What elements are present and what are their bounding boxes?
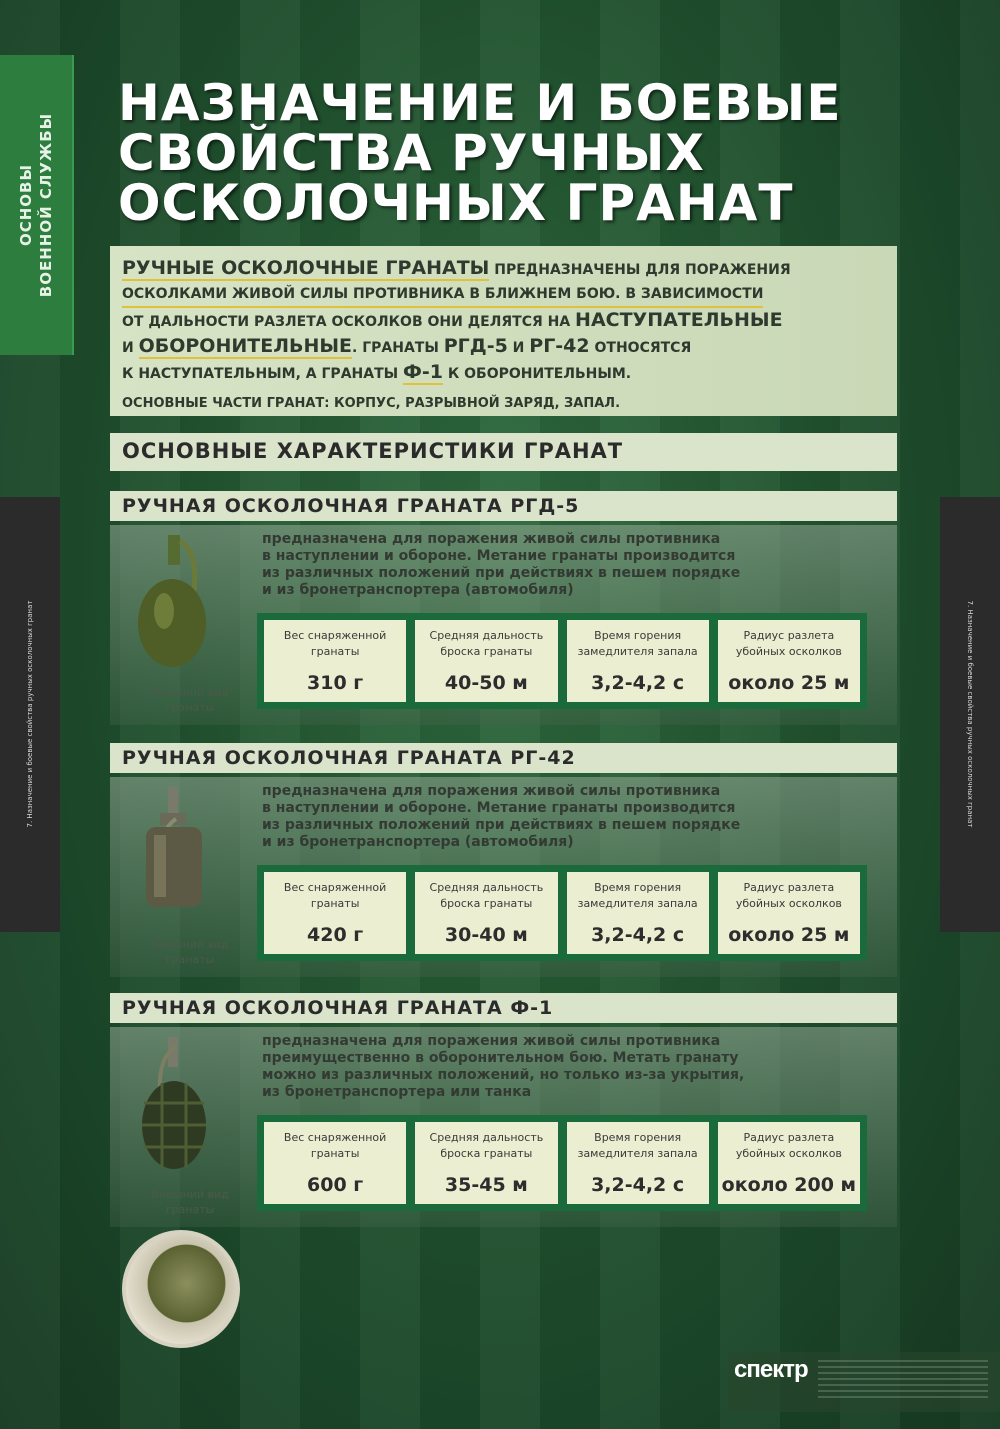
intro-line-1 <box>122 256 885 282</box>
spec-radius <box>716 1120 862 1206</box>
spec-label: Средняя дальность <box>429 1131 544 1144</box>
intro-text-5b: К ОБОРОНИТЕЛЬНЫМ. <box>442 366 632 382</box>
spec-value: 600 г <box>307 1174 364 1196</box>
intro-text-1: ПРЕДНАЗНАЧЕНЫ ДЛЯ ПОРАЖЕНИЯ <box>489 262 791 278</box>
spec-label: Время горения <box>594 881 682 894</box>
subject-line-2: ВОЕННОЙ СЛУЖБЫ <box>37 112 55 298</box>
spec-radius <box>716 870 862 956</box>
section-body <box>110 777 897 977</box>
section-rg42 <box>110 743 897 977</box>
spec-label: броска гранаты <box>440 897 533 910</box>
spec-label: Время горения <box>594 1131 682 1144</box>
desc-line: предназначена для поражения живой силы противника <box>262 531 721 547</box>
caption-line-1: Внешний вид <box>151 686 229 699</box>
caption-line-2: гранаты <box>165 1203 215 1216</box>
intro-text-5a: К НАСТУПАТЕЛЬНЫМ, А ГРАНАТЫ <box>122 366 404 382</box>
spec-radius <box>716 618 862 704</box>
intro-panel <box>110 246 897 416</box>
intro-line-4 <box>122 334 885 360</box>
section-body <box>110 525 897 725</box>
intro-grenade-f1: Ф-1 <box>403 361 443 383</box>
subject-line-1: ОСНОВЫ <box>17 163 35 247</box>
intro-text-4d: ОТНОСЯТСЯ <box>589 340 692 356</box>
grenade-closeup-photo <box>122 1230 240 1348</box>
intro-line-3 <box>122 308 885 334</box>
spec-label: Средняя дальность <box>429 881 544 894</box>
intro-line-5 <box>122 360 885 386</box>
spec-label: замедлителя запала <box>577 1147 698 1160</box>
spec-value: 35-45 м <box>444 1174 528 1196</box>
spec-label: Радиус разлета <box>743 881 835 894</box>
section-body <box>110 1027 897 1227</box>
spec-label: убойных осколков <box>735 645 842 658</box>
intro-text-4c: И <box>507 340 530 356</box>
spec-label: гранаты <box>310 645 360 658</box>
spec-range <box>413 618 559 704</box>
intro-grenade-rgd5: РГД-5 <box>443 335 508 357</box>
left-side-text: 7. Назначение и боевые свойства ручных осколочных гранат <box>26 600 34 828</box>
spec-cards <box>257 1115 867 1211</box>
title-line-3: ОСКОЛОЧНЫХ ГРАНАТ <box>118 174 794 232</box>
spec-fuse <box>565 1120 711 1206</box>
section-rgd5 <box>110 491 897 725</box>
grenade-description <box>262 783 862 851</box>
section-heading: РУЧНАЯ ОСКОЛОЧНАЯ ГРАНАТА РГД-5 <box>110 491 897 521</box>
desc-line: в наступлении и обороне. Метание гранаты производится <box>262 548 736 564</box>
desc-line: можно из различных положений, но только из-за укрытия, <box>262 1067 745 1083</box>
intro-parts: ОСНОВНЫЕ ЧАСТИ ГРАНАТ: КОРПУС, РАЗРЫВНОЙ ЗАРЯД, ЗАПАЛ. <box>122 396 621 411</box>
characteristics-heading: ОСНОВНЫЕ ХАРАКТЕРИСТИКИ ГРАНАТ <box>110 433 897 471</box>
desc-line: из бронетранспортера или танка <box>262 1084 532 1100</box>
spec-cards <box>257 613 867 709</box>
intro-text-4a: И <box>122 340 139 356</box>
spec-label: убойных осколков <box>735 897 842 910</box>
desc-line: преимущественно в оборонительном бою. Метать гранату <box>262 1050 739 1066</box>
subject-tab-text <box>16 60 56 350</box>
spec-label: Радиус разлета <box>743 1131 835 1144</box>
subject-tab <box>0 55 74 355</box>
grenade-description <box>262 1033 862 1101</box>
spec-weight <box>262 618 408 704</box>
spec-label: Вес снаряженной <box>283 629 387 642</box>
spec-label: броска гранаты <box>440 1147 533 1160</box>
intro-defensive: ОБОРОНИТЕЛЬНЫЕ <box>138 335 353 357</box>
left-side-strip <box>0 497 60 932</box>
desc-line: из различных положений при действиях в пешем порядке <box>262 565 741 581</box>
spec-value: 310 г <box>307 672 364 694</box>
desc-line: предназначена для поражения живой силы противника <box>262 1033 721 1049</box>
caption-line-2: гранаты <box>165 953 215 966</box>
spec-value: около 25 м <box>728 672 850 694</box>
caption-line-1: Внешний вид <box>151 1188 229 1201</box>
spec-label: замедлителя запала <box>577 645 698 658</box>
intro-line-2: ОСКОЛКАМИ ЖИВОЙ СИЛЫ ПРОТИВНИКА В БЛИЖНЕМ БОЮ. В ЗАВИСИМОСТИ <box>122 282 763 308</box>
intro-text-4b: . ГРАНАТЫ <box>352 340 444 356</box>
intro-offensive: НАСТУПАТЕЛЬНЫЕ <box>575 309 783 331</box>
intro-term: РУЧНЫЕ ОСКОЛОЧНЫЕ ГРАНАТЫ <box>122 257 490 279</box>
spec-weight <box>262 1120 408 1206</box>
publisher-logo-bar <box>728 1352 1000 1412</box>
right-side-strip <box>940 497 1000 932</box>
spec-value: 40-50 м <box>444 672 528 694</box>
desc-line: и из бронетранспортера (автомобиля) <box>262 582 574 598</box>
intro-grenade-rg42: РГ-42 <box>529 335 590 357</box>
f1-grenade-icon <box>130 1033 216 1183</box>
rgd5-grenade-icon <box>130 531 216 681</box>
spec-value: около 25 м <box>728 924 850 946</box>
spec-label: Вес снаряженной <box>283 881 387 894</box>
spec-fuse <box>565 618 711 704</box>
spec-label: гранаты <box>310 897 360 910</box>
spec-cards <box>257 865 867 961</box>
desc-line: из различных положений при действиях в пешем порядке <box>262 817 741 833</box>
spec-range <box>413 1120 559 1206</box>
spec-label: Радиус разлета <box>743 629 835 642</box>
section-heading: РУЧНАЯ ОСКОЛОЧНАЯ ГРАНАТА РГ-42 <box>110 743 897 773</box>
grenade-description <box>262 531 862 599</box>
title-line-1: НАЗНАЧЕНИЕ И БОЕВЫЕ <box>118 74 842 132</box>
spec-value: около 200 м <box>721 1174 857 1196</box>
spec-label: гранаты <box>310 1147 360 1160</box>
intro-text-3: ОТ ДАЛЬНОСТИ РАЗЛЕТА ОСКОЛКОВ ОНИ ДЕЛЯТСЯ НА <box>122 314 576 330</box>
caption-line-2: гранаты <box>165 701 215 714</box>
caption-line-1: Внешний вид <box>151 938 229 951</box>
grenade-caption <box>130 685 250 715</box>
spec-label: Вес снаряженной <box>283 1131 387 1144</box>
section-heading: РУЧНАЯ ОСКОЛОЧНАЯ ГРАНАТА Ф-1 <box>110 993 897 1023</box>
spec-label: Время горения <box>594 629 682 642</box>
desc-line: и из бронетранспортера (автомобиля) <box>262 834 574 850</box>
spec-weight <box>262 870 408 956</box>
spec-label: броска гранаты <box>440 645 533 658</box>
spec-value: 420 г <box>307 924 364 946</box>
desc-line: предназначена для поражения живой силы противника <box>262 783 721 799</box>
spec-fuse <box>565 870 711 956</box>
desc-line: в наступлении и обороне. Метание гранаты производится <box>262 800 736 816</box>
spec-label: убойных осколков <box>735 1147 842 1160</box>
right-side-text: 7. Назначение и боевые свойства ручных осколочных гранат <box>966 600 974 828</box>
spec-range <box>413 870 559 956</box>
publisher-logo: спектр <box>734 1356 808 1383</box>
spec-label: Средняя дальность <box>429 629 544 642</box>
spec-value: 3,2-4,2 с <box>591 672 685 694</box>
title-line-2: СВОЙСТВА РУЧНЫХ <box>118 124 705 182</box>
spec-value: 3,2-4,2 с <box>591 1174 685 1196</box>
section-f1 <box>110 993 897 1227</box>
grenade-caption <box>130 937 250 967</box>
spec-value: 3,2-4,2 с <box>591 924 685 946</box>
spec-label: замедлителя запала <box>577 897 698 910</box>
publisher-info-icon <box>818 1360 988 1400</box>
rg42-grenade-icon <box>130 783 216 933</box>
spec-value: 30-40 м <box>444 924 528 946</box>
page-title <box>118 74 918 232</box>
grenade-caption <box>130 1187 250 1217</box>
